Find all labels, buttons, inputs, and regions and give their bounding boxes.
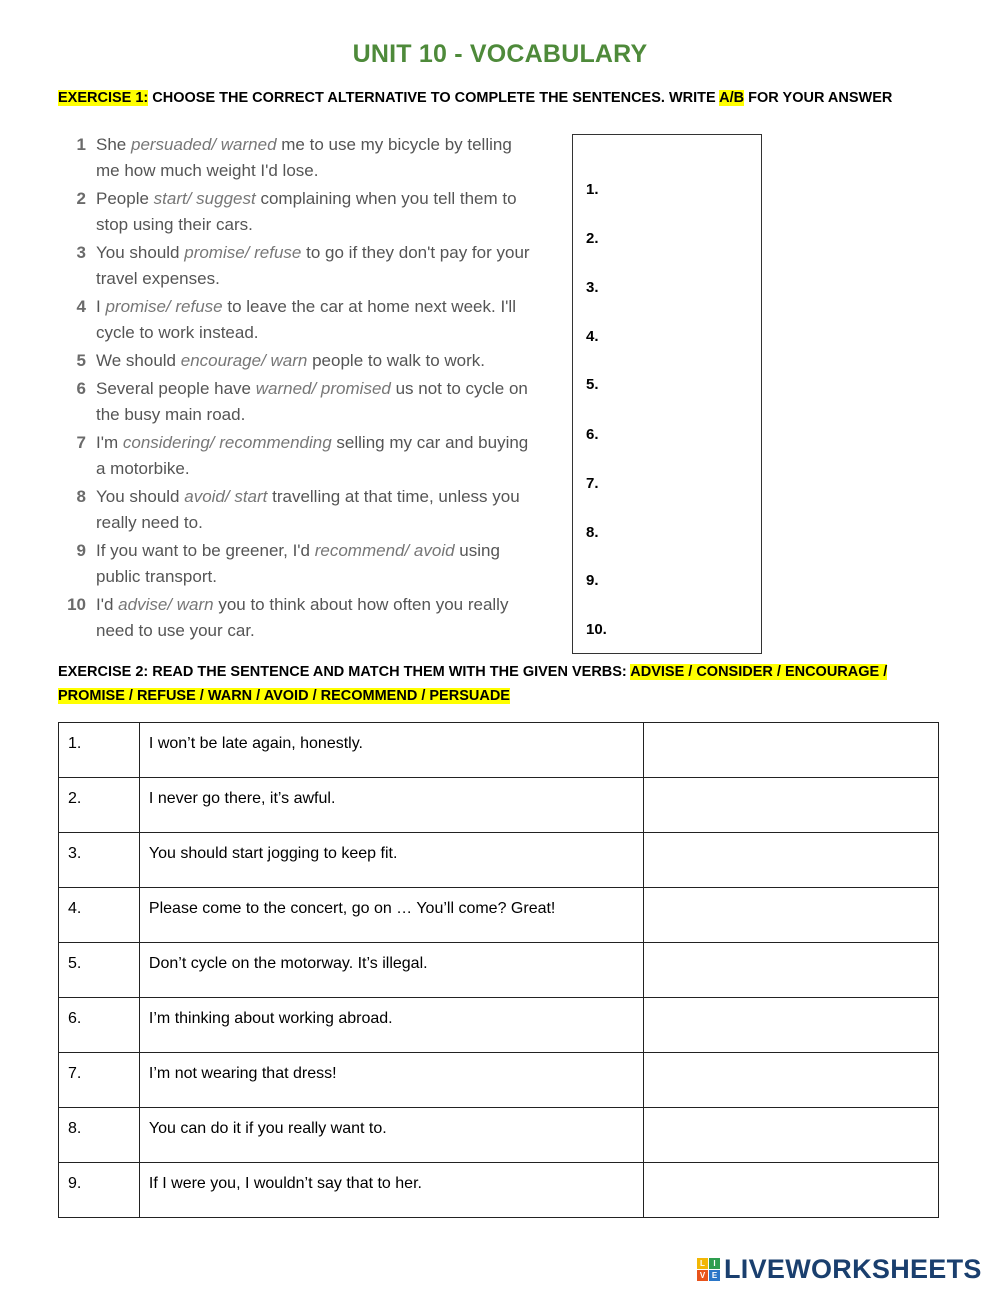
table-row: [59, 778, 939, 833]
item-number: 7: [76, 433, 86, 452]
logo-text: LIVEWORKSHEETS: [724, 1254, 982, 1284]
item-number: 5: [76, 351, 86, 370]
item-number: 6: [76, 379, 86, 398]
row-sentence: I won’t be late again, honestly.: [139, 723, 643, 778]
exercise2-table: [58, 722, 939, 1218]
item-text: [96, 592, 538, 644]
answer-label-4: 4.: [586, 328, 599, 345]
item-alternatives: encourage/ warn: [180, 351, 308, 370]
item-text: [96, 132, 538, 184]
item-number: 4: [76, 297, 86, 316]
logo-mark-tile: E: [709, 1270, 720, 1281]
item-text: [96, 430, 538, 482]
answer-label-8: 8.: [586, 524, 599, 541]
row-sentence: Please come to the concert, go on … You’ll come? Great!: [139, 888, 643, 943]
item-number: 8: [76, 487, 86, 506]
exercise1-item-9: [58, 538, 538, 590]
item-pre: She: [96, 135, 131, 154]
exercise1-item-6: [58, 376, 538, 428]
item-number: 10: [67, 595, 86, 614]
logo-mark-tile: V: [697, 1270, 708, 1281]
item-number: 1: [76, 135, 86, 154]
item-alternatives: persuaded/ warned: [130, 135, 277, 154]
answer-label-2: 2.: [586, 230, 599, 247]
exercise2-instruction-text: EXERCISE 2: READ THE SENTENCE AND MATCH THEM WITH THE GIVEN VERBS:: [58, 664, 631, 680]
item-post: you to think about how often you really need to use your car.: [96, 595, 509, 640]
row-sentence: You can do it if you really want to.: [139, 1108, 643, 1163]
row-number: 5.: [59, 943, 140, 998]
item-pre: You should: [96, 487, 185, 506]
item-pre: If you want to be greener, I'd: [96, 541, 315, 560]
item-post: using public transport.: [96, 541, 500, 586]
liveworksheets-logo: [697, 1254, 982, 1285]
row-number: 8.: [59, 1108, 140, 1163]
row-answer-cell[interactable]: [644, 1163, 939, 1218]
item-pre: Several people have: [96, 379, 256, 398]
item-pre: You should: [96, 243, 185, 262]
table-row: [59, 723, 939, 778]
item-alternatives: warned/ promised: [255, 379, 391, 398]
row-number: 7.: [59, 1053, 140, 1108]
item-alternatives: promise/ refuse: [184, 243, 302, 262]
row-sentence: Don’t cycle on the motorway. It’s illegal.: [139, 943, 643, 998]
answer-label-5: 5.: [586, 376, 599, 393]
logo-mark-tile: I: [709, 1258, 720, 1269]
row-sentence: If I were you, I wouldn’t say that to her.: [139, 1163, 643, 1218]
answer-label-1: 1.: [586, 181, 599, 198]
row-sentence: I never go there, it’s awful.: [139, 778, 643, 833]
item-post: complaining when you tell them to stop using their cars.: [96, 189, 517, 234]
item-alternatives: start/ suggest: [153, 189, 256, 208]
item-pre: People: [96, 189, 154, 208]
item-post: people to walk to work.: [307, 351, 486, 370]
exercise1-item-3: [58, 240, 538, 292]
row-answer-cell[interactable]: [644, 833, 939, 888]
exercise1-sentence-list: [58, 132, 538, 646]
item-text: [96, 240, 538, 292]
page-title: UNIT 10 - VOCABULARY: [352, 40, 648, 68]
table-row: [59, 833, 939, 888]
row-sentence: I’m not wearing that dress!: [139, 1053, 643, 1108]
item-post: us not to cycle on the busy main road.: [96, 379, 528, 424]
table-row: [59, 1108, 939, 1163]
row-number: 2.: [59, 778, 140, 833]
table-row: [59, 998, 939, 1053]
item-post: to go if they don't pay for your travel expenses.: [96, 243, 530, 288]
item-pre: We should: [96, 351, 181, 370]
logo-mark-icon: [697, 1258, 720, 1281]
exercise1-item-10: [58, 592, 538, 644]
item-post: selling my car and buying a motorbike.: [96, 433, 529, 478]
item-post: me to use my bicycle by telling me how much weight I'd lose.: [96, 135, 512, 180]
item-pre: I'd: [96, 595, 119, 614]
item-text: [96, 484, 538, 536]
row-sentence: You should start jogging to keep fit.: [139, 833, 643, 888]
exercise1-instruction-text-a: CHOOSE THE CORRECT ALTERNATIVE TO COMPLETE THE SENTENCES. WRITE: [148, 90, 720, 106]
item-text: [96, 376, 538, 428]
item-text: [96, 186, 538, 238]
table-row: [59, 1053, 939, 1108]
table-row: [59, 888, 939, 943]
item-alternatives: considering/ recommending: [122, 433, 332, 452]
item-post: travelling at that time, unless you really need to.: [96, 487, 520, 532]
exercise2-verbs-line2: PROMISE / REFUSE / WARN / AVOID / RECOMMEND / PERSUADE: [58, 688, 510, 704]
row-answer-cell[interactable]: [644, 1053, 939, 1108]
row-number: 9.: [59, 1163, 140, 1218]
answer-label-9: 9.: [586, 572, 599, 589]
exercise1-item-5: [58, 348, 538, 374]
exercise2-instruction: [58, 660, 938, 708]
answer-label-6: 6.: [586, 426, 599, 443]
exercise2-verbs-line1: ADVISE / CONSIDER / ENCOURAGE /: [630, 664, 888, 680]
exercise1-item-4: [58, 294, 538, 346]
answer-label-10: 10.: [586, 621, 607, 638]
row-answer-cell[interactable]: [644, 998, 939, 1053]
item-alternatives: avoid/ start: [184, 487, 268, 506]
row-number: 3.: [59, 833, 140, 888]
item-text: [96, 348, 538, 374]
item-number: 9: [76, 541, 86, 560]
item-alternatives: recommend/ avoid: [314, 541, 455, 560]
item-alternatives: promise/ refuse: [105, 297, 223, 316]
exercise1-answer-box[interactable]: [572, 134, 762, 654]
item-number: 3: [76, 243, 86, 262]
answer-label-3: 3.: [586, 279, 599, 296]
exercise1-item-7: [58, 430, 538, 482]
row-answer-cell[interactable]: [644, 1108, 939, 1163]
row-answer-cell[interactable]: [644, 888, 939, 943]
exercise1-item-8: [58, 484, 538, 536]
exercise1-item-2: [58, 186, 538, 238]
item-alternatives: advise/ warn: [118, 595, 214, 614]
item-pre: I: [96, 297, 106, 316]
item-post: to leave the car at home next week. I'll cycle to work instead.: [96, 297, 516, 342]
row-number: 4.: [59, 888, 140, 943]
exercise1-highlight: A/B: [719, 90, 745, 106]
row-sentence: I’m thinking about working abroad.: [139, 998, 643, 1053]
row-number: 6.: [59, 998, 140, 1053]
exercise1-item-1: [58, 132, 538, 184]
row-answer-cell[interactable]: [644, 778, 939, 833]
item-pre: I'm: [96, 433, 123, 452]
exercise1-instruction: [58, 90, 892, 106]
item-text: [96, 538, 538, 590]
exercise1-label: EXERCISE 1:: [58, 90, 149, 106]
row-answer-cell[interactable]: [644, 943, 939, 998]
row-number: 1.: [59, 723, 140, 778]
logo-mark-tile: L: [697, 1258, 708, 1269]
row-answer-cell[interactable]: [644, 723, 939, 778]
answer-label-7: 7.: [586, 475, 599, 492]
table-row: [59, 1163, 939, 1218]
item-text: [96, 294, 538, 346]
item-number: 2: [76, 189, 86, 208]
exercise1-instruction-text-b: FOR YOUR ANSWER: [744, 90, 893, 106]
table-row: [59, 943, 939, 998]
